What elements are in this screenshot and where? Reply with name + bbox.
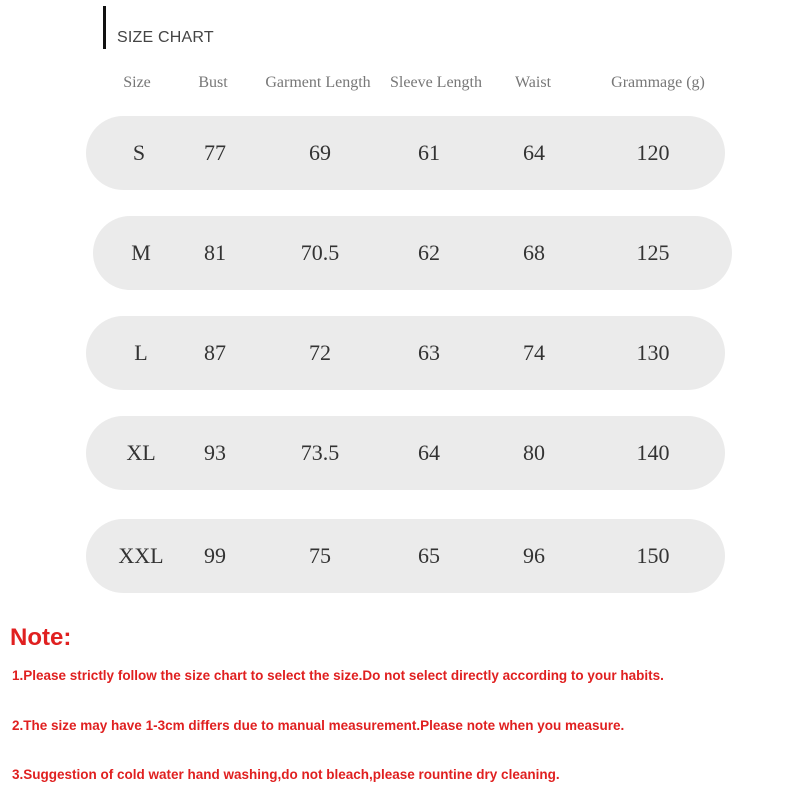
note-line: 1.Please strictly follow the size chart to select the size.Do not select directly according to your habits. — [12, 668, 664, 683]
note-line: 2.The size may have 1-3cm differs due to manual measurement.Please note when you measure. — [12, 718, 625, 733]
cell-waist: 64 — [523, 140, 545, 165]
cell-sleeve-length: 63 — [418, 340, 440, 365]
table-row — [86, 316, 725, 390]
cell-garment-length: 72 — [309, 340, 331, 365]
table-row — [86, 416, 725, 490]
cell-size: M — [131, 240, 151, 265]
cell-garment-length: 75 — [309, 543, 331, 568]
cell-grammage: 150 — [636, 543, 670, 568]
size-chart-title: SIZE CHART — [117, 29, 214, 46]
cell-waist: 96 — [523, 543, 545, 568]
title-accent-bar — [103, 6, 106, 49]
header-grammage: Grammage (g) — [611, 74, 705, 91]
cell-size: XL — [126, 440, 156, 465]
cell-sleeve-length: 61 — [418, 140, 440, 165]
cell-garment-length: 73.5 — [300, 440, 340, 465]
cell-waist: 80 — [523, 440, 545, 465]
cell-grammage: 140 — [636, 440, 670, 465]
cell-garment-length: 70.5 — [300, 240, 340, 265]
header-waist: Waist — [514, 74, 552, 91]
cell-bust: 77 — [204, 140, 226, 165]
cell-sleeve-length: 62 — [418, 240, 440, 265]
cell-grammage: 120 — [636, 140, 670, 165]
cell-garment-length: 69 — [309, 140, 331, 165]
header-sleeve-length: Sleeve Length — [390, 74, 482, 91]
cell-sleeve-length: 65 — [418, 543, 440, 568]
header-size: Size — [123, 74, 151, 91]
header-bust: Bust — [198, 74, 228, 91]
cell-size: S — [132, 140, 146, 165]
cell-bust: 93 — [204, 440, 226, 465]
header-garment-length: Garment Length — [265, 74, 371, 91]
table-row — [86, 116, 725, 190]
cell-size: L — [134, 340, 148, 365]
cell-grammage: 130 — [636, 340, 670, 365]
cell-bust: 87 — [204, 340, 226, 365]
cell-bust: 99 — [204, 543, 226, 568]
table-row — [93, 216, 732, 290]
cell-sleeve-length: 64 — [418, 440, 440, 465]
note-title: Note: — [10, 624, 72, 651]
cell-bust: 81 — [204, 240, 226, 265]
cell-waist: 68 — [523, 240, 545, 265]
note-line: 3.Suggestion of cold water hand washing,do not bleach,please rountine dry cleaning. — [12, 767, 560, 782]
cell-grammage: 125 — [636, 240, 670, 265]
table-row — [86, 519, 725, 593]
cell-size: XXL — [118, 543, 164, 568]
cell-waist: 74 — [523, 340, 545, 365]
